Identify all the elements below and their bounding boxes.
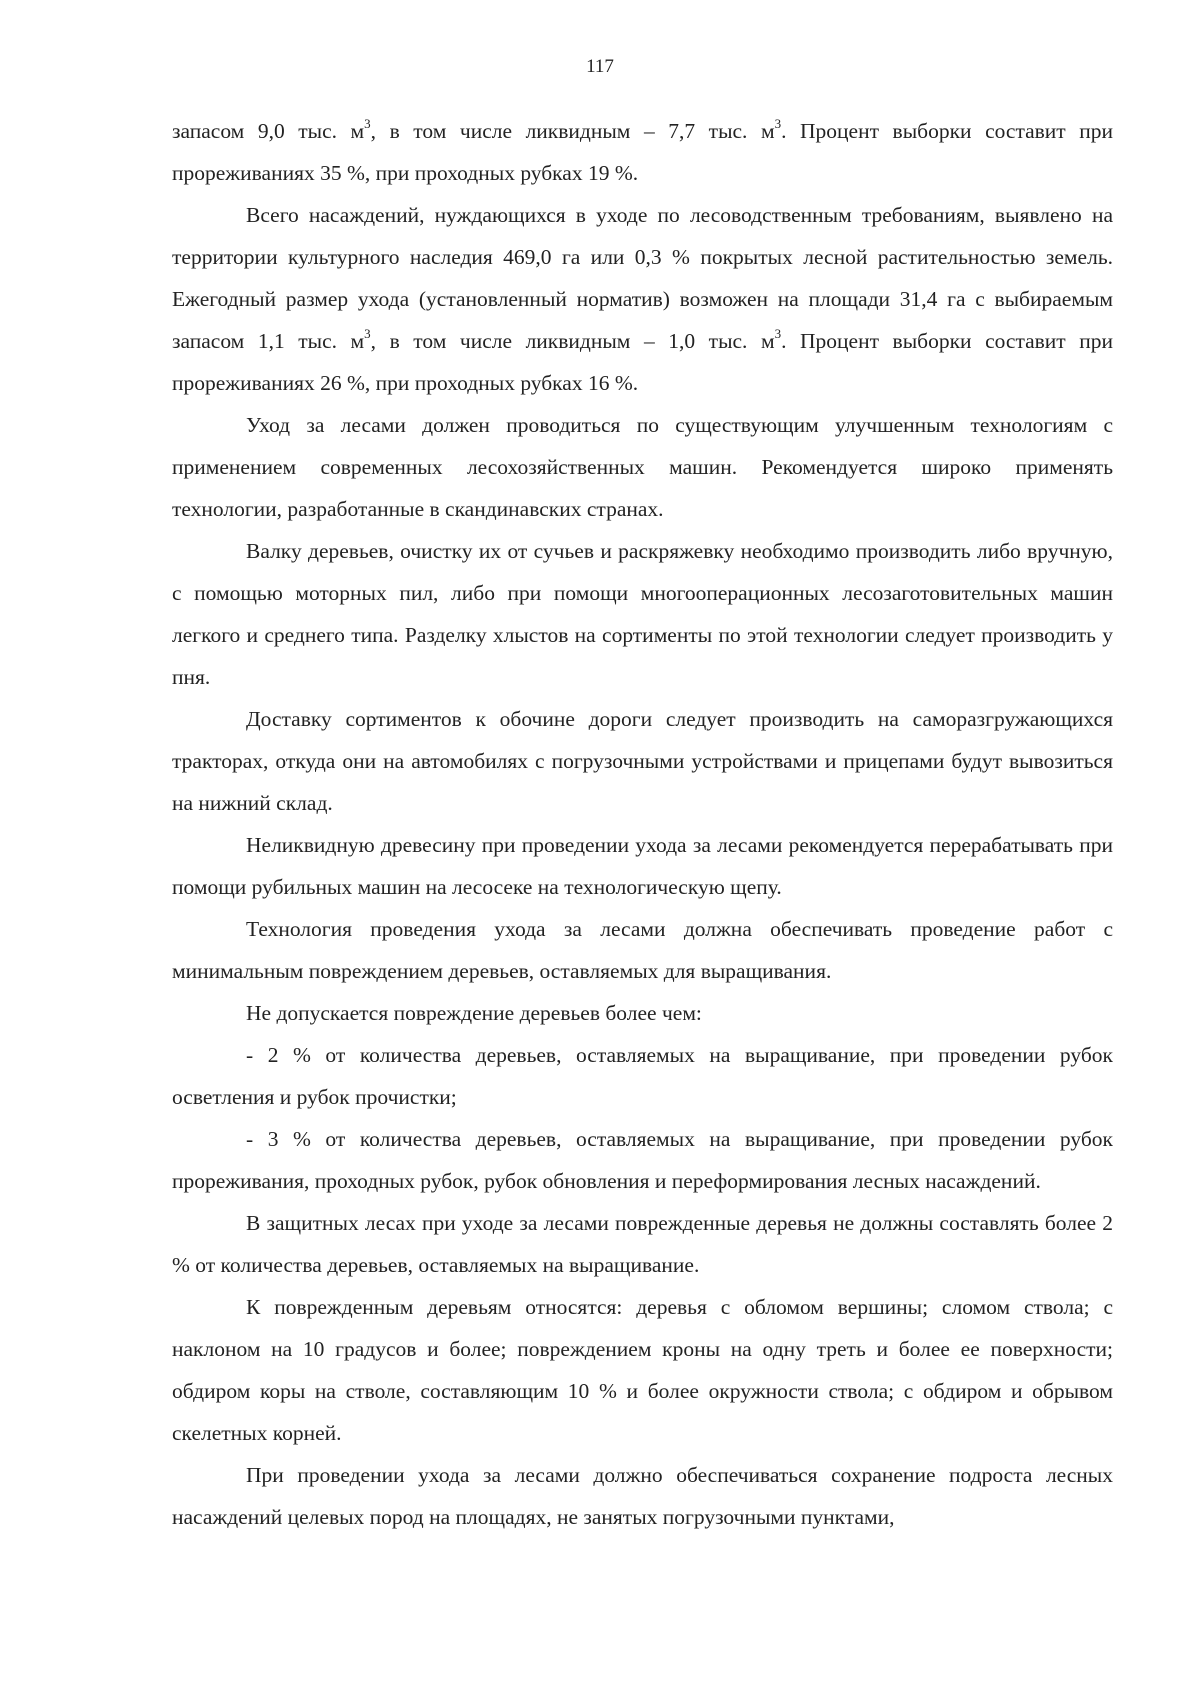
text-run: В защитных лесах при уходе за лесами поврежденные деревья не должны составлять более 2 % от количества деревьев, оставляемых на выращивание. [172, 1211, 1113, 1277]
paragraph [172, 1118, 1113, 1202]
page-number: 117 [586, 56, 614, 77]
text-run: Уход за лесами должен проводиться по существующим улучшенным технологиям с применением современных лесохозяйственных машин. Рекомендуется широко применять технологии, разработанные в скандинавских странах. [172, 413, 1113, 521]
paragraph [172, 1454, 1113, 1538]
superscript: 3 [774, 325, 782, 341]
text-run: - 3 % от количества деревьев, оставляемых на выращивание, при проведении рубок прореживания, проходных рубок, рубок обновления и переформирования лесных насаждений. [172, 1127, 1113, 1193]
text-run: К поврежденным деревьям относятся: деревья с обломом вершины; сломом ствола; с наклоном на 10 градусов и более; повреждением кроны на одну треть и более ее поверхности; обдиром коры на стволе, составляющим 10 % и более окружности ствола; с обдиром и обрывом скелетных корней. [172, 1295, 1113, 1445]
text-run: , в том числе ликвидным – 1,0 тыс. м [370, 329, 775, 353]
paragraph [172, 908, 1113, 992]
superscript: 3 [364, 325, 371, 341]
superscript: 3 [364, 115, 371, 131]
paragraph [172, 992, 1113, 1034]
text-run: Доставку сортиментов к обочине дороги следует производить на саморазгружающихся тракторах, откуда они на автомобилях с погрузочными устройствами и прицепами будут вывозиться на нижний склад. [172, 707, 1113, 815]
paragraph [172, 404, 1113, 530]
text-run: - 2 % от количества деревьев, оставляемых на выращивание, при проведении рубок осветления и рубок прочистки; [172, 1043, 1113, 1109]
paragraph [172, 698, 1113, 824]
paragraph [172, 1034, 1113, 1118]
text-run: Неликвидную древесину при проведении ухода за лесами рекомендуется перерабатывать при помощи рубильных машин на лесосеке на технологическую щепу. [172, 833, 1113, 899]
text-run: Валку деревьев, очистку их от сучьев и раскряжевку необходимо производить либо вручную, с помощью моторных пил, либо при помощи многооперационных лесозаготовительных машин легкого и среднего типа. Разделку хлыстов на сортименты по этой технологии следует производить у пня. [172, 539, 1113, 689]
paragraph [172, 824, 1113, 908]
text-run: . Процент выборки составит при прореживаниях 26 %, при проходных рубках 16 %. [172, 329, 1114, 395]
text-run: . Процент выборки составит при прореживаниях 35 %, при проходных рубках 19 %. [172, 119, 1114, 185]
text-run: Всего насаждений, нуждающихся в уходе по лесоводственным требованиям, выявлено на территории культурного наследия 469,0 га или 0,3 % покрытых лесной растительностью земель. Ежегодный размер ухода (установленный норматив) возможен на площади 31,4 га с выбираемым запасом 1,1 тыс. м [172, 203, 1113, 353]
body-text [172, 110, 1113, 1538]
paragraph [172, 110, 1113, 194]
paragraph [172, 530, 1113, 698]
text-run: При проведении ухода за лесами должно обеспечиваться сохранение подроста лесных насаждений целевых пород на площадях, не занятых погрузочными пунктами, [172, 1463, 1113, 1529]
text-run: Технология проведения ухода за лесами должна обеспечивать проведение работ с минимальным повреждением деревьев, оставляемых для выращивания. [172, 917, 1113, 983]
superscript: 3 [774, 115, 782, 131]
paragraph [172, 194, 1113, 404]
paragraph [172, 1202, 1113, 1286]
text-run: запасом 9,0 тыс. м [172, 119, 365, 143]
text-run: Не допускается повреждение деревьев более чем: [246, 1001, 702, 1025]
paragraph [172, 1286, 1113, 1454]
text-run: , в том числе ликвидным – 7,7 тыс. м [370, 119, 775, 143]
